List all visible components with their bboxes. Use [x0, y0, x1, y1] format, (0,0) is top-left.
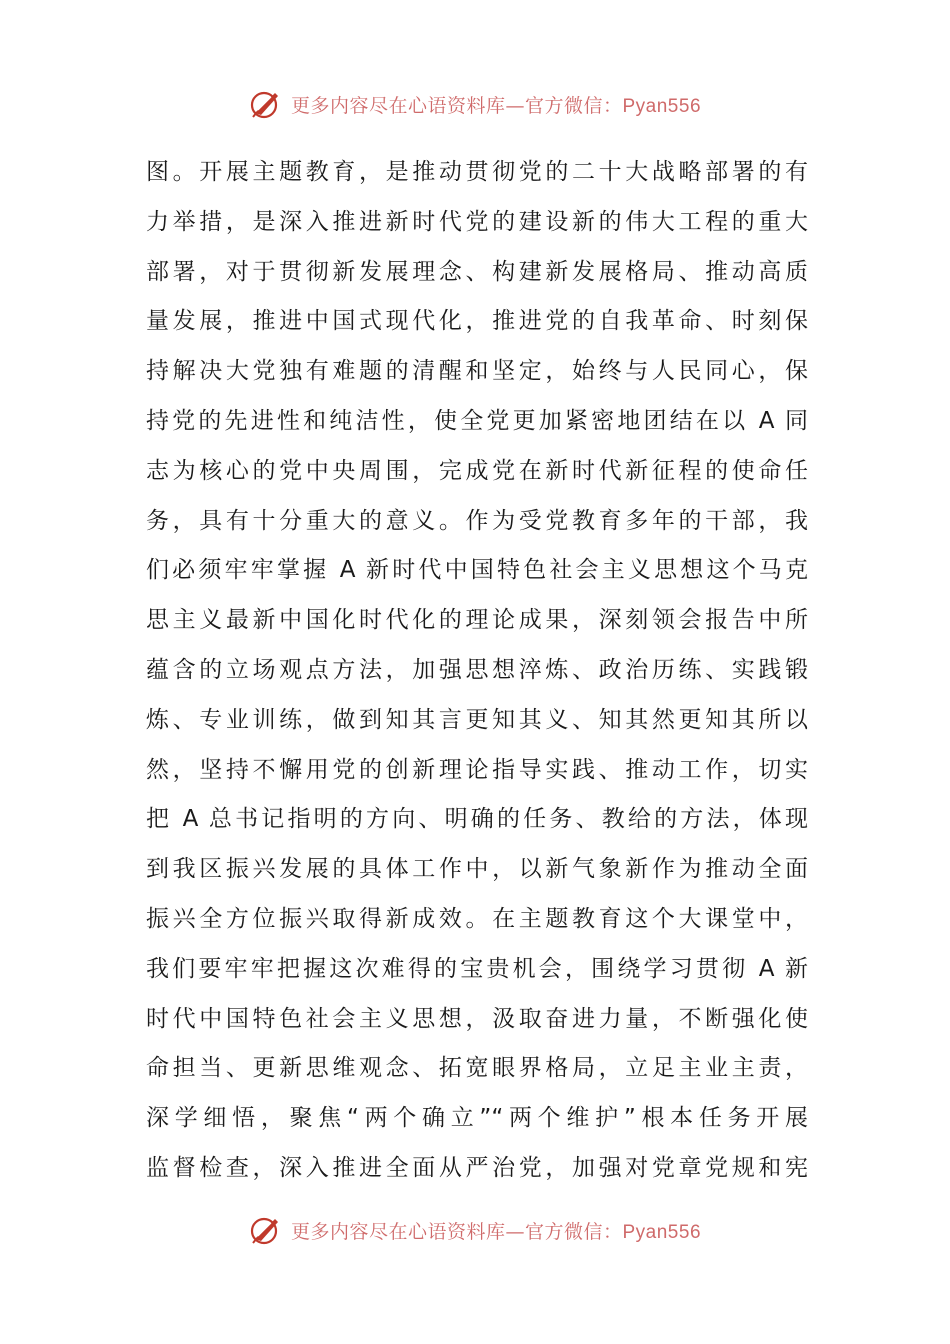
body-text: [146, 148, 808, 1194]
quill-logo-icon: [249, 1213, 283, 1247]
text-line: 蕴含的立场观点方法，加强思想淬炼、政治历练、实践锻: [146, 656, 808, 683]
wechat-id: Pyan556: [622, 95, 702, 117]
text-line: 图。开展主题教育，是推动贯彻党的二十大战略部署的有: [146, 159, 808, 185]
text-line: 们必须牢牢掌握 A 新时代中国特色社会主义思想这个马克: [146, 557, 808, 584]
text-line: 志为核心的党中央周围，完成党在新时代新征程的使命任: [146, 457, 808, 484]
footer-watermark: [0, 1210, 950, 1250]
text-line: 到我区振兴发展的具体工作中，以新气象新作为推动全面: [146, 856, 808, 883]
text-line: 深学细悟，聚焦“两个确立”“两个维护”根本任务开展: [146, 1105, 808, 1132]
text-line: 炼、专业训练，做到知其言更知其义、知其然更知其所以: [146, 706, 808, 733]
text-line: 命担当、更新思维观念、拓宽眼界格局，立足主业主责，: [146, 1055, 808, 1082]
text-line: 力举措，是深入推进新时代党的建设新的伟大工程的重大: [146, 208, 808, 235]
text-line: 量发展，推进中国式现代化，推进党的自我革命、时刻保: [146, 308, 808, 335]
text-line: 把 A 总书记指明的方向、明确的任务、教给的方法，体现: [146, 806, 808, 833]
text-line: 务，具有十分重大的意义。作为受党教育多年的干部，我: [146, 507, 808, 534]
text-line: 部署，对于贯彻新发展理念、构建新发展格局、推动高质: [146, 258, 808, 285]
text-line: 振兴全方位振兴取得新成效。在主题教育这个大课堂中，: [146, 905, 808, 932]
text-line: 我们要牢牢把握这次难得的宝贵机会，围绕学习贯彻 A 新: [146, 955, 808, 982]
watermark-text: 更多内容尽在心语资料库—官方微信：Pyan556: [290, 94, 702, 117]
text-line: 监督检查，深入推进全面从严治党，加强对党章党规和宪: [146, 1154, 808, 1181]
text-line: 时代中国特色社会主义思想，汲取奋进力量，不断强化使: [146, 1005, 808, 1032]
text-line: 持党的先进性和纯洁性，使全党更加紧密地团结在以 A 同: [146, 407, 808, 434]
text-line: 然，坚持不懈用党的创新理论指导实践、推动工作，切实: [146, 756, 808, 783]
quill-logo-icon: [249, 87, 283, 121]
wechat-id: Pyan556: [622, 1221, 702, 1243]
text-line: 持解决大党独有难题的清醒和坚定，始终与人民同心，保: [146, 358, 808, 385]
text-line: 思主义最新中国化时代化的理论成果，深刻领会报告中所: [146, 607, 808, 634]
watermark-text: 更多内容尽在心语资料库—官方微信：Pyan556: [290, 1220, 702, 1243]
header-watermark: [0, 84, 950, 124]
